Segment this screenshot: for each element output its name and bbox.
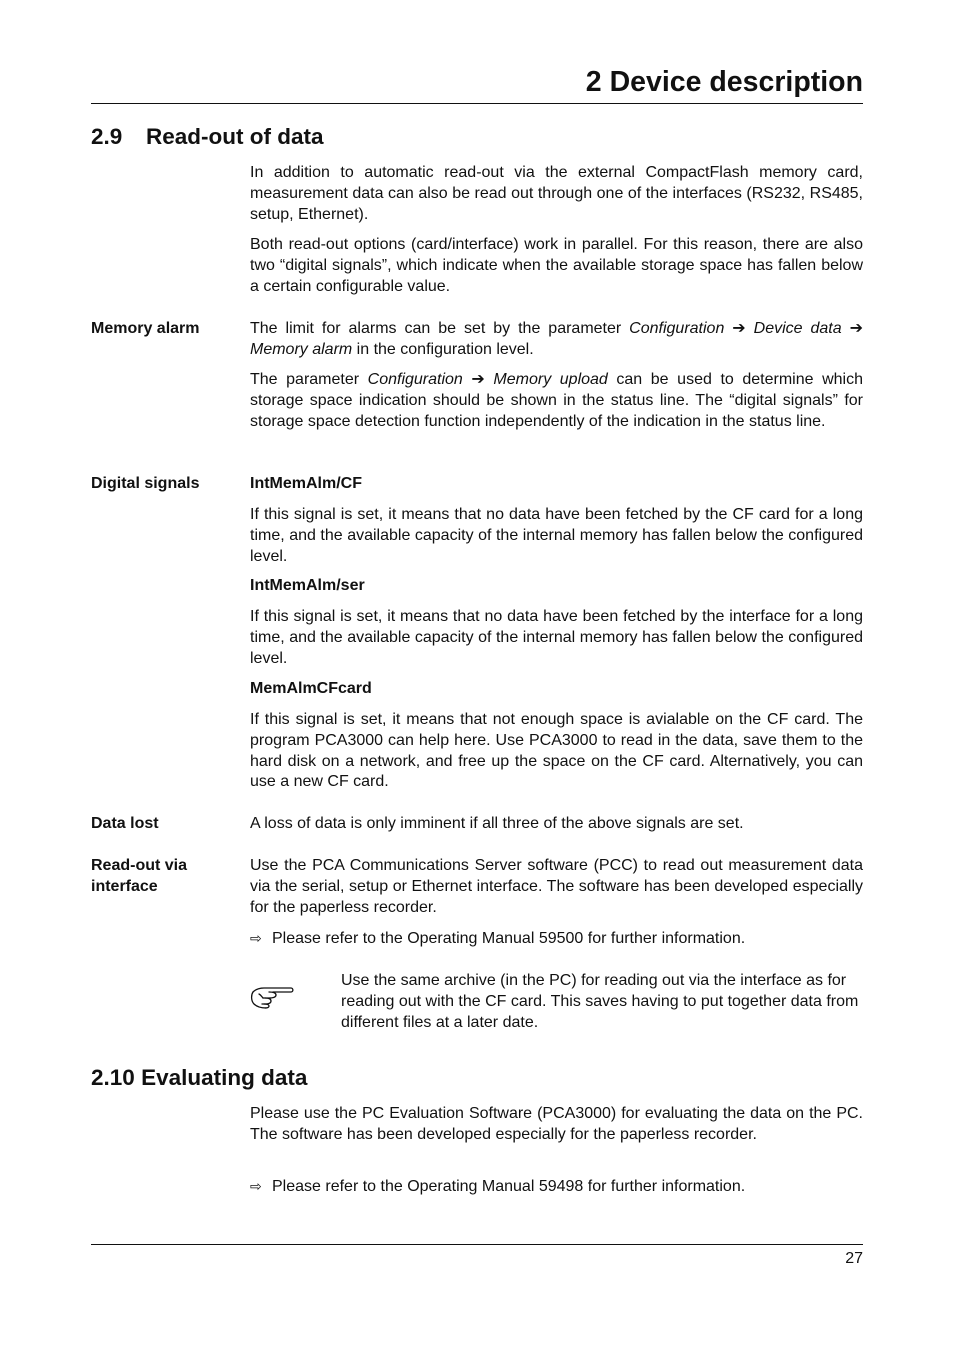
header-rule: [91, 103, 863, 104]
chapter-title: 2 Device description: [585, 66, 863, 98]
readout-interface-paragraph: Use the PCA Communications Server software (PCC) to read out measurement data via the serial, setup or Ethernet interface. The software has been developed especially for the paperless recorder.: [250, 857, 863, 916]
right-arrow-icon: ⇨: [250, 1178, 262, 1194]
data-lost-paragraph: A loss of data is only imminent if all three of the above signals are set.: [250, 815, 744, 832]
memory-alarm-paragraph-1: The limit for alarms can be set by the parameter Configuration ➔ Device data ➔ Memory alarm in the configuration level.: [250, 320, 864, 358]
memory-alarm-paragraph-2: The parameter Configuration ➔ Memory upload can be used to determine which storage space indication should be shown in the status line. The “digital signals” for storage space detection function independently of the indication in the status line.: [250, 371, 864, 430]
pointing-hand-icon: [249, 984, 295, 1015]
page-number: 27: [845, 1250, 863, 1267]
section-title: Read-out of data: [146, 124, 324, 149]
side-label-readout-interface: [91, 856, 241, 897]
side-label-line-2: interface: [91, 877, 158, 895]
reference-text: Please refer to the Operating Manual 59498 for further information.: [272, 1178, 746, 1195]
right-arrow-icon: ⇨: [250, 930, 262, 946]
section-number: 2.10: [91, 1065, 135, 1090]
intro-paragraph-1: In addition to automatic read-out via the external CompactFlash memory card, measurement data can also be read out through one of the interfaces (RS232, RS485, setup, Ethernet).: [250, 164, 863, 223]
side-label-line-1: Read-out via: [91, 857, 188, 874]
section-heading-2-10: [91, 1064, 307, 1092]
signal-text-intmemalm-cf: If this signal is set, it means that no data have been fetched by the CF card for a long time, and the available capacity of the internal memory has fallen below the configured level.: [250, 506, 863, 565]
signal-name-intmemalm-ser: IntMemAlm/ser: [250, 577, 365, 594]
section-heading-2-9: [91, 123, 324, 151]
reference-text: Please refer to the Operating Manual 59500 for further information.: [272, 930, 746, 947]
reference-manual-59500: [250, 928, 745, 950]
evaluating-data-paragraph: Please use the PC Evaluation Software (PCA3000) for evaluating the data on the PC. The software has been developed especially for the paperless recorder.: [250, 1105, 863, 1143]
section-number: 2.9: [91, 124, 123, 149]
intro-paragraph-2: Both read-out options (card/interface) work in parallel. For this reason, there are also two “digital signals”, which indicate when the available storage space has fallen below a certain configurable value.: [250, 236, 863, 295]
note-text: Use the same archive (in the PC) for reading out via the interface as for reading out with the CF card. This saves having to put together data from different files at a later date.: [341, 972, 859, 1031]
footer-rule: [91, 1244, 863, 1245]
side-label-memory-alarm: Memory alarm: [91, 320, 200, 337]
signal-name-memalmcfcard: MemAlmCFcard: [250, 680, 372, 697]
section-title: Evaluating data: [141, 1065, 308, 1090]
side-label-data-lost: Data lost: [91, 815, 159, 832]
side-label-digital-signals: Digital signals: [91, 475, 200, 492]
signal-text-intmemalm-ser: If this signal is set, it means that no data have been fetched by the interface for a long time, and the available capacity of the internal memory has fallen below the configured level.: [250, 608, 863, 667]
reference-manual-59498: [250, 1176, 745, 1198]
signal-name-intmemalm-cf: IntMemAlm/CF: [250, 475, 362, 492]
signal-text-memalmcfcard: If this signal is set, it means that not enough space is avialable on the CF card. The program PCA3000 can help here. Use PCA3000 to read in the data, save them to the hard disk on a network, and free up the space on the CF card. Alternatively, you can use a new CF card.: [250, 711, 863, 791]
